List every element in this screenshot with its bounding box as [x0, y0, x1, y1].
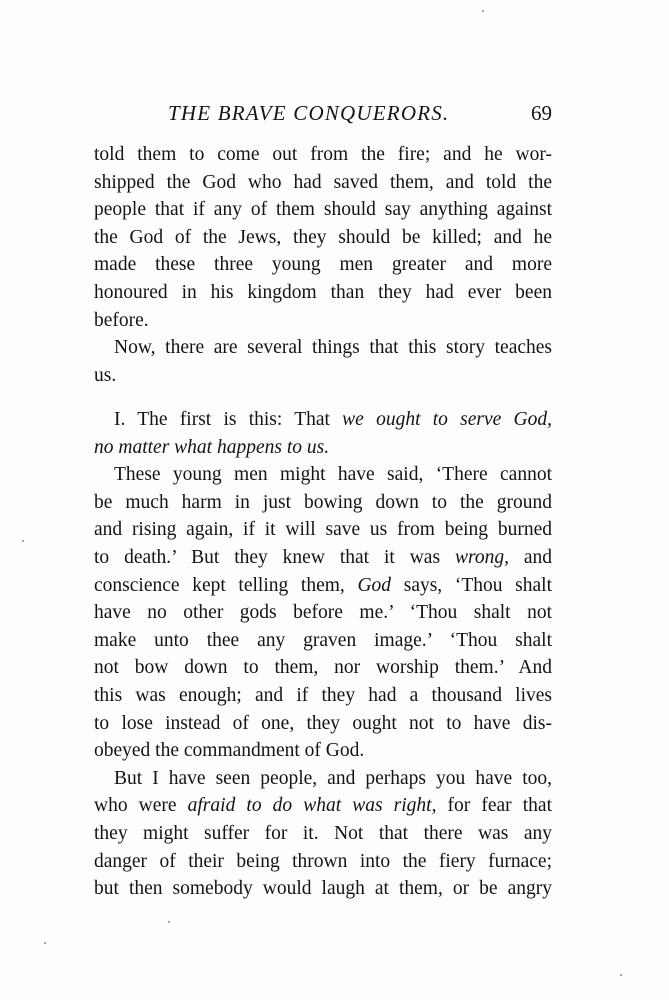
body-text-top	[94, 141, 552, 389]
emphasis: wrong,	[454, 546, 509, 568]
text-line: this was enough; and if they had a thousand lives	[94, 684, 552, 706]
emphasis: God	[357, 574, 392, 596]
text-line: and rising again, if it will save us from being burned	[94, 519, 552, 541]
text-span: and	[508, 546, 553, 568]
text-line: make unto thee any graven image.’ ‘Thou shalt	[94, 629, 552, 651]
text-line: told them to come out from the fire; and he wor-	[94, 144, 552, 165]
text-line: honoured in his kingdom than they had ever been	[94, 281, 552, 303]
running-title: THE BRAVE CONQUERORS.	[168, 101, 450, 125]
text-span: says, ‘Thou shalt	[391, 574, 552, 596]
text-span: who were	[94, 795, 188, 817]
point-heading-text: I. The first is this: That	[114, 409, 343, 430]
text-line: shipped the God who had saved them, and told the	[94, 171, 552, 193]
text-line: people that if any of them should say anything against	[94, 199, 552, 221]
paper-speck	[620, 974, 622, 976]
text-line: But I have seen people, and perhaps you have too,	[114, 767, 552, 789]
point-heading-line	[94, 406, 552, 434]
text-line	[94, 792, 552, 820]
text-line: made these three young men greater and more	[94, 254, 552, 276]
text-line: These young men might have said, ‘There cannot	[114, 464, 552, 486]
text-line: the God of the Jews, they should be killed; and he	[94, 226, 552, 248]
point-heading-emphasis: no matter what happens to us.	[94, 436, 330, 458]
text-line: Now, there are several things that this story teaches	[114, 337, 552, 359]
emphasis: afraid to do what was right,	[187, 795, 437, 817]
text-line: danger of their being thrown into the fiery furnace;	[94, 850, 552, 872]
point-heading-line	[94, 434, 552, 462]
body-text-bottom	[94, 406, 552, 903]
text-line: not bow down to them, nor worship them.’ And	[94, 657, 552, 679]
text-span: for fear that	[436, 795, 552, 817]
text-line	[94, 572, 552, 600]
text-line: to lose instead of one, they ought not to have dis-	[94, 712, 552, 734]
paper-speck	[482, 10, 484, 12]
text-line	[94, 544, 552, 572]
text-line: before.	[94, 309, 149, 331]
text-line: have no other gods before me.’ ‘Thou shalt not	[94, 602, 552, 624]
point-heading-emphasis: we ought to serve God,	[342, 409, 552, 430]
paper-speck	[44, 942, 46, 944]
paper-speck	[168, 921, 170, 923]
text-line: they might suffer for it. Not that there was any	[94, 822, 552, 844]
page-number: 69	[531, 101, 552, 125]
text-line: be much harm in just bowing down to the ground	[94, 491, 552, 513]
text-span: conscience kept telling them,	[94, 574, 358, 596]
paper-speck	[22, 540, 24, 542]
text-line: us.	[94, 364, 117, 386]
page-header	[168, 97, 552, 133]
text-line: obeyed the commandment of God.	[94, 740, 365, 762]
text-line: but then somebody would laugh at them, or be angry	[94, 878, 552, 900]
text-span: to death.’ But they knew that it was	[94, 546, 455, 568]
